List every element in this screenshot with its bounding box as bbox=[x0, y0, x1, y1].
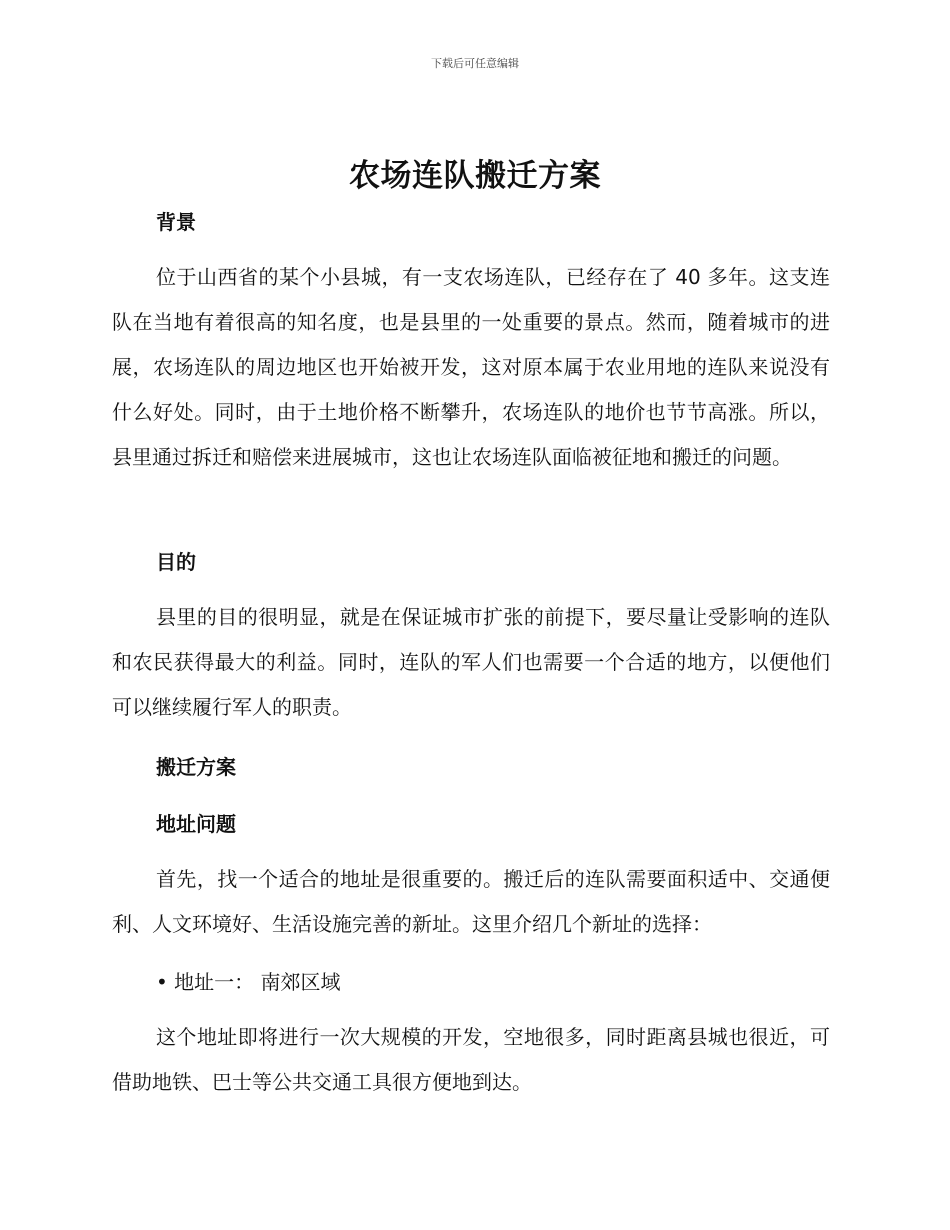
section-heading-background: 背景 bbox=[156, 210, 196, 234]
paragraph-purpose: 县里的目的很明显，就是在保证城市扩张的前提下，要尽量让受影响的连队和农民获得最大的利益。同时，连队的军人们也需要一个合适的地方，以便他们可以继续履行军人的职责。 bbox=[112, 605, 830, 719]
page-header-note: 下载后可任意编辑 bbox=[431, 57, 519, 70]
paragraph-background: 位于山西省的某个小县城，有一支农场连队，已经存在了 40 多年。这支连队在当地有着很高的知名度，也是县里的一处重要的景点。然而，随着城市的进展，农场连队的周边地区也开始被开发，这对原本属于农业用地的连队来说没有什么好处。同时，由于土地价格不断攀升，农场连队的地价也节节高涨。所以，县里通过拆迁和赔偿来进展城市，这也让农场连队面临被征地和搬迁的问题。 bbox=[112, 265, 830, 469]
paragraph-address: 首先，找一个适合的地址是很重要的。搬迁后的连队需要面积适中、交通便利、人文环境好、生活设施完善的新址。这里介绍几个新址的选择： bbox=[112, 867, 830, 936]
section-heading-plan: 搬迁方案 bbox=[156, 755, 236, 779]
section-heading-address: 地址问题 bbox=[156, 812, 236, 836]
section-heading-purpose: 目的 bbox=[156, 550, 196, 574]
document-title: 农场连队搬迁方案 bbox=[349, 158, 601, 194]
paragraph-address-one: 这个地址即将进行一次大规模的开发，空地很多，同时距离县城也很近，可借助地铁、巴士等公共交通工具很方便地到达。 bbox=[112, 1025, 830, 1094]
list-item-address-one: • 地址一： 南郊区域 bbox=[156, 970, 341, 994]
